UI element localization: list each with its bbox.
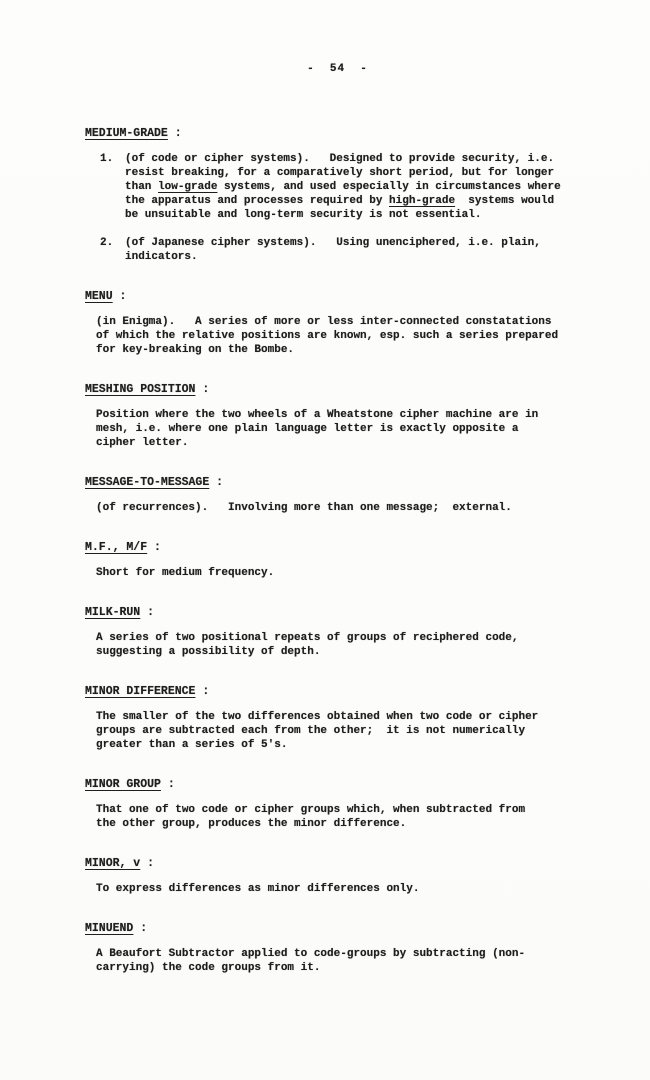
text-segment: A series of two positional repeats of groups of reciphered code, <box>96 632 519 644</box>
definition-block <box>100 152 590 222</box>
text-segment: The smaller of the two differences obtained when two code or cipher <box>96 711 539 723</box>
text-segment: than <box>125 181 159 193</box>
term-heading <box>85 685 590 699</box>
text-segment: (of Japanese cipher systems). Using unenciphered, i.e. plain, <box>125 237 541 249</box>
definition-block <box>96 803 590 831</box>
definition-line <box>96 882 590 896</box>
definition-block <box>96 882 590 896</box>
text-segment: of which the relative positions are known, esp. such a series prepared <box>96 330 559 342</box>
definition-line <box>96 724 590 738</box>
text-segment: cipher letter. <box>96 437 189 449</box>
term-colon: : <box>140 857 155 870</box>
definition-line <box>96 631 590 645</box>
term-heading <box>85 778 590 792</box>
glossary-entry <box>85 685 590 752</box>
term-colon: : <box>209 476 224 489</box>
definition-lines <box>125 152 561 222</box>
text-segment: suggesting a possibility of depth. <box>96 646 321 658</box>
text-segment: be unsuitable and long-term security is not essential. <box>125 209 482 221</box>
definition-lines <box>96 882 590 896</box>
term-text: MINOR GROUP <box>85 778 161 791</box>
term-text: MILK-RUN <box>85 606 141 619</box>
definition-lines <box>96 566 590 580</box>
definition-line <box>96 422 590 436</box>
definition-line <box>96 408 590 422</box>
definition-line <box>125 152 561 166</box>
term-colon: : <box>195 383 210 396</box>
term-heading <box>85 476 590 490</box>
definition-block <box>96 501 590 515</box>
term-heading <box>85 383 590 397</box>
definition-lines <box>96 947 590 975</box>
definition-lines <box>96 501 590 515</box>
text-segment: Position where the two wheels of a Wheatstone cipher machine are in <box>96 409 539 421</box>
definition-line <box>96 315 590 329</box>
glossary <box>85 127 590 975</box>
text-segment: high-grade <box>389 195 456 207</box>
definition-line <box>96 961 590 975</box>
definition-line <box>96 566 590 580</box>
term-heading <box>85 127 590 141</box>
definition-line <box>125 250 541 264</box>
text-segment: That one of two code or cipher groups which, when subtracted from <box>96 804 526 816</box>
term-heading <box>85 857 590 871</box>
list-number: 2. <box>100 237 114 249</box>
definition-line <box>96 803 590 817</box>
term-text: MINOR DIFFERENCE <box>85 685 196 698</box>
text-segment: indicators. <box>125 251 198 263</box>
definition-line <box>96 645 590 659</box>
definition-line <box>96 947 590 961</box>
text-segment: (in Enigma). A series of more or less inter-connected constatations <box>96 316 552 328</box>
definition-block <box>96 947 590 975</box>
text-segment: greater than a series of 5's. <box>96 739 288 751</box>
definition-line <box>125 166 561 180</box>
definition-block <box>96 631 590 659</box>
definition-lines <box>96 315 590 357</box>
text-segment: mesh, i.e. where one plain language letter is exactly opposite a <box>96 423 519 435</box>
definition-line <box>96 436 590 450</box>
text-segment: carrying) the code groups from it. <box>96 962 321 974</box>
definition-line <box>125 236 541 250</box>
term-colon: : <box>140 606 155 619</box>
definition-block <box>96 408 590 450</box>
glossary-entry <box>85 127 590 264</box>
text-segment: low-grade <box>158 181 218 193</box>
term-heading <box>85 922 590 936</box>
term-colon: : <box>112 290 127 303</box>
definition-line <box>96 710 590 724</box>
glossary-entry <box>85 606 590 659</box>
definition-line <box>96 817 590 831</box>
page-number: - 54 - <box>307 63 368 75</box>
term-text: MINOR, v <box>85 857 141 870</box>
definition-lines <box>96 631 590 659</box>
text-segment: systems, and used especially in circumstances where <box>217 181 561 193</box>
definition-block <box>96 315 590 357</box>
definition-line <box>96 738 590 752</box>
term-heading <box>85 606 590 620</box>
glossary-entry <box>85 290 590 357</box>
glossary-entry <box>85 383 590 450</box>
definition-line <box>96 343 590 357</box>
list-number: 1. <box>100 153 114 165</box>
definition-line <box>125 180 561 194</box>
definition-lines <box>96 710 590 752</box>
text-segment: A Beaufort Subtractor applied to code-groups by subtracting (non- <box>96 948 526 960</box>
text-segment: for key-breaking on the Bombe. <box>96 344 295 356</box>
term-colon: : <box>160 778 175 791</box>
text-segment: To express differences as minor differences only. <box>96 883 420 895</box>
glossary-entry <box>85 541 590 580</box>
term-colon: : <box>147 541 161 554</box>
text-segment: the other group, produces the minor difference. <box>96 818 407 830</box>
definition-lines <box>125 236 541 264</box>
glossary-entry <box>85 778 590 831</box>
term-text: MESHING POSITION <box>85 383 196 396</box>
term-colon: : <box>167 127 182 140</box>
glossary-entry <box>85 857 590 896</box>
definition-line <box>96 329 590 343</box>
definition-line <box>125 194 561 208</box>
definition-lines <box>96 408 590 450</box>
text-segment: systems would <box>455 195 555 207</box>
term-text: MESSAGE-TO-MESSAGE <box>85 476 210 489</box>
term-text: M.F., M/F <box>85 541 148 554</box>
term-heading <box>85 541 590 555</box>
term-text: MINUEND <box>85 922 134 935</box>
definition-block <box>96 566 590 580</box>
definition-lines <box>96 803 590 831</box>
text-segment: (of recurrences). Involving more than one message; external. <box>96 502 512 514</box>
term-colon: : <box>195 685 210 698</box>
definition-line <box>125 208 561 222</box>
term-text: MEDIUM-GRADE <box>85 127 168 140</box>
term-colon: : <box>133 922 148 935</box>
page-header <box>85 62 590 76</box>
definition-line <box>96 501 590 515</box>
glossary-entry <box>85 476 590 515</box>
text-segment: resist breaking, for a comparatively short period, but for longer <box>125 167 555 179</box>
text-segment: (of code or cipher systems). Designed to provide security, i.e. <box>125 153 555 165</box>
glossary-entry <box>85 922 590 975</box>
definition-block <box>100 236 590 264</box>
term-heading <box>85 290 590 304</box>
definition-block <box>96 710 590 752</box>
text-segment: groups are subtracted each from the other; it is not numerically <box>96 725 526 737</box>
term-text: MENU <box>85 290 113 303</box>
text-segment: the apparatus and processes required by <box>125 195 390 207</box>
text-segment: Short for medium frequency. <box>96 567 275 579</box>
